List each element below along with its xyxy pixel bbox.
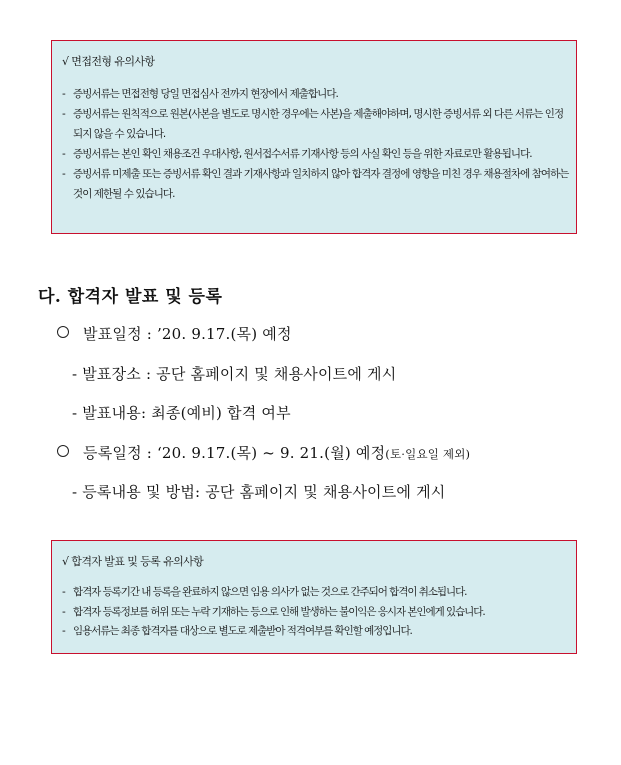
circle-bullet-icon: [57, 326, 69, 338]
circle-bullet-icon: [57, 445, 69, 457]
list-item: - 합격자 등록기간 내 등록을 완료하지 않으면 임용 의사가 없는 것으로 간주되어 합격이 취소됩니다.: [62, 586, 467, 598]
notice-list: [62, 84, 570, 204]
list-item: - 합격자 등록정보를 허위 또는 누락 기재하는 등으로 인해 발생하는 불이익은 응시자 본인에게 있습니다.: [62, 605, 485, 618]
announce-place-line: - 발표장소 : 공단 홈페이지 및 채용사이트에 게시: [72, 365, 397, 383]
register-note: (토·일요일 제외): [385, 447, 471, 461]
notice-title: √ 합격자 발표 및 등록 유의사항: [62, 555, 204, 568]
announce-content-line: - 발표내용: 최종(예비) 합격 여부: [72, 404, 291, 422]
notice-title: √ 면접전형 유의사항: [62, 55, 155, 68]
section-title: 다. 합격자 발표 및 등록: [38, 287, 223, 307]
register-date-line: 등록일정 : ‘20. 9.17.(목) ~ 9. 21.(월) 예정(토·일요일 제외): [57, 442, 470, 463]
list-item: - 증빙서류는 원칙적으로 원본(사본을 별도로 명시한 경우에는 사본)을 제출해야하며, 명시한 증빙서류 외 다른 서류는 인정되지 않을 수 있습니다.: [62, 108, 564, 140]
notice-list: [62, 583, 570, 642]
announce-date-line: 발표일정 : ’20. 9.17.(목) 예정: [57, 323, 292, 344]
list-item: - 증빙서류는 본인 확인 채용조건 우대사항, 원서접수서류 기재사항 등의 사실 확인 등을 위한 자료로만 활용됩니다.: [62, 148, 532, 160]
list-item: - 증빙서류 미제출 또는 증빙서류 확인 결과 기재사항과 일치하지 않아 합격자 결정에 영향을 미친 경우 채용절차에 참여하는 것이 제한될 수 있습니다.: [62, 168, 569, 200]
notice-box-registration: [51, 540, 577, 654]
notice-box-interview: [51, 40, 577, 234]
register-method-line: - 등록내용 및 방법: 공단 홈페이지 및 채용사이트에 게시: [72, 483, 446, 501]
list-item: - 임용서류는 최종 합격자를 대상으로 별도로 제출받아 적격여부를 확인할 예정입니다.: [62, 625, 412, 637]
list-item: - 증빙서류는 면접전형 당일 면접심사 전까지 현장에서 제출합니다.: [62, 88, 338, 100]
